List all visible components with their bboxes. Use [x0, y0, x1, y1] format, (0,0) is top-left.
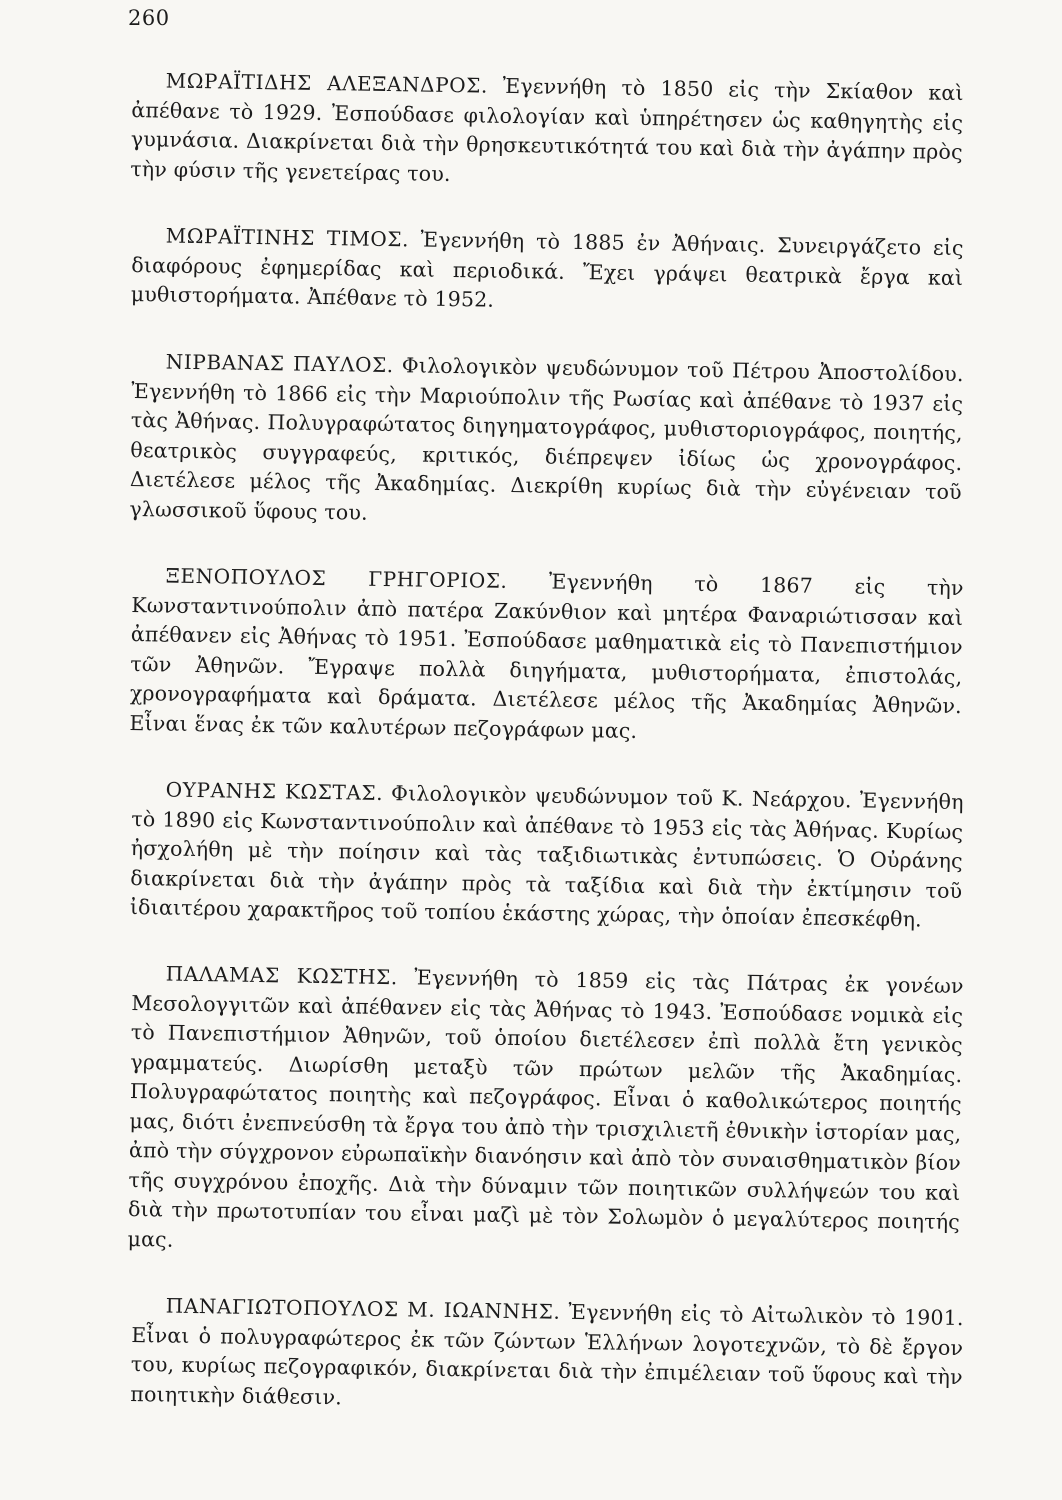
entry-name: ΞΕΝΟΠΟΥΛΟΣ ΓΡΗΓΟΡΙΟΣ. [165, 563, 508, 593]
entry-name: ΠΑΝΑΓΙΩΤΟΠΟΥΛΟΣ Μ. ΙΩΑΝΝΗΣ. [165, 1293, 561, 1324]
entry-palamas [127, 959, 964, 1267]
entry-nirvanas [129, 347, 964, 537]
entry-text: Ἐγεννήθη εἰς τὸ Αἰτωλικὸν τὸ 1901. Εἶναι ὁ πολυγραφώτερος ἐκ τῶν ζώντων Ἑλλήνων λογοτεχνῶν, τὸ δὲ ἔργον του, κυρίως πεζογραφικόν, διακρίνεται διὰ τὴν ἐπιμέλειαν τοῦ ὕφους καὶ τὴν ποιητικὴν διάθεσιν. [130, 1299, 964, 1409]
biography-entries [127, 66, 964, 1446]
entry-text: Φιλολογικὸν ψευδώνυμον τοῦ Πέτρου Ἀποστολίδου. Ἐγεννήθη τὸ 1866 εἰς τὴν Μαριούπολιν τῆς Ρωσίας καὶ ἀπέθανε τὸ 1937 εἰς τὰς Ἀθήνας. Πολυγραφώτατος διηγηματογράφος, μυθιστοριογράφος, ποιητής, θεατρικὸς συγγραφεύς, κριτικός, διέπρεψεν ἰδίως ὡς χρονογράφος. Διετέλεσε μέλος τῆς Ἀκαδημίας. Διεκρίθη κυρίως διὰ τὴν εὐγένειαν τοῦ γλωσσικοῦ ὕφους του. [129, 352, 964, 524]
entry-name: ΜΩΡΑΪΤΙΔΗΣ ΑΛΕΞΑΝΔΡΟΣ. [165, 68, 489, 98]
page-number: 260 [128, 6, 170, 30]
entry-name: ΝΙΡΒΑΝΑΣ ΠΑΥΛΟΣ. [165, 349, 394, 377]
entry-xenopoulos [129, 561, 964, 751]
entry-name: ΜΩΡΑΪΤΙΝΗΣ ΤΙΜΟΣ. [165, 223, 410, 252]
entry-panagiotopoulos [130, 1291, 964, 1422]
entry-text: Ἐγεννήθη τὸ 1859 εἰς τὰς Πάτρας ἐκ γονέων Μεσολογγιτῶν καὶ ἀπέθανεν εἰς τὰς Ἀθήνας τὸ 1943. Ἐσπούδασε νομικὰ εἰς τὸ Πανεπιστήμιον Ἀθηνῶν, τοῦ ὁποίου διετέλεσεν ἐπὶ πολλὰ ἔτη γενικὸς γραμματεύς. Διωρίσθη μεταξὺ τῶν πρώτων μελῶν τῆς Ἀκαδημίας. Πολυγραφώτατος ποιητὴς καὶ πεζογράφος. Εἶναι ὁ καθολικώτερος ποιητής μας, διότι ἐνεπνεύσθη τὰ ἔργα του ἀπὸ τὴν τρισχιλιετῆ ἐθνικὴν ἱστορίαν μας, ἀπὸ τὴν σύγχρονον εὐρωπαϊκὴν διανόησιν καὶ ἀπὸ τὸν συναισθηματικὸν βίον τῆς συγχρόνου ἐποχῆς. Διὰ τὴν δύναμιν τῶν ποιητικῶν συλλήψεών του καὶ διὰ τὴν πρωτοτυπίαν του εἶναι μαζὶ μὲ τὸν Σολωμὸν ὁ μεγαλύτερος ποιητής μας. [127, 965, 964, 1252]
entry-text: Ἐγεννήθη τὸ 1885 ἐν Ἀθήναις. Συνειργάζετο εἰς διαφόρους ἐφημερίδας καὶ περιοδικά. Ἔχει γράψει θεατρικὰ ἔργα καὶ μυθιστορήματα. Ἀπέθανε τὸ 1952. [130, 227, 964, 312]
entry-text: Ἐγεννήθη τὸ 1867 εἰς τὴν Κωνσταντινούπολιν ἀπὸ πατέρα Ζακύνθιον καὶ μητέρα Φαναριώτισσαν καὶ ἀπέθανεν εἰς Ἀθήνας τὸ 1951. Ἐσπούδασε μαθηματικὰ εἰς τὸ Πανεπιστήμιον τῶν Ἀθηνῶν. Ἔγραψε πολλὰ διηγήματα, μυθιστορήματα, ἐπιστολάς, χρονογραφήματα καὶ δράματα. Διετέλεσε μέλος τῆς Ἀκαδημίας Ἀθηνῶν. Εἶναι ἕνας ἐκ τῶν καλυτέρων πεζογράφων μας. [129, 569, 964, 742]
entry-ouranis [130, 775, 964, 936]
entry-text: Ἐγεννήθη τὸ 1850 εἰς τὴν Σκίαθον καὶ ἀπέθανε τὸ 1929. Ἐσπούδασε φιλολογίαν καὶ ὑπηρέτησεν ὡς καθηγητὴς εἰς γυμνάσια. Διακρίνεται διὰ τὴν θρησκευτικότητά του καὶ διὰ τὴν ἀγάπην πρὸς τὴν φύσιν τῆς γενετείρας του. [130, 73, 964, 186]
entry-name: ΟΥΡΑΝΗΣ ΚΩΣΤΑΣ. [165, 777, 384, 805]
entry-moraitinis [131, 221, 964, 323]
entry-text: Φιλολογικὸν ψευδώνυμον τοῦ Κ. Νεάρχου. Ἐγεννήθη τὸ 1890 εἰς Κωνσταντινούπολιν καὶ ἀπέθανε τὸ 1953 εἰς τὰς Ἀθήνας. Κυρίως ἠσχολήθη μὲ τὴν ποίησιν καὶ τὰς ταξιδιωτικὰς ἐντυπώσεις. Ὁ Οὐράνης διακρίνεται διὰ τὴν ἀγάπην πρὸς τὰ ταξίδια καὶ διὰ τὴν ἐκτίμησιν τοῦ ἰδιαιτέρου χαρακτῆρος τοῦ τοπίου ἑκάστης χώρας, τὴν ὁποίαν ἐπεσκέφθη. [129, 780, 964, 931]
entry-moraitidis [130, 66, 964, 197]
entry-name: ΠΑΛΑΜΑΣ ΚΩΣΤΗΣ. [165, 961, 399, 990]
